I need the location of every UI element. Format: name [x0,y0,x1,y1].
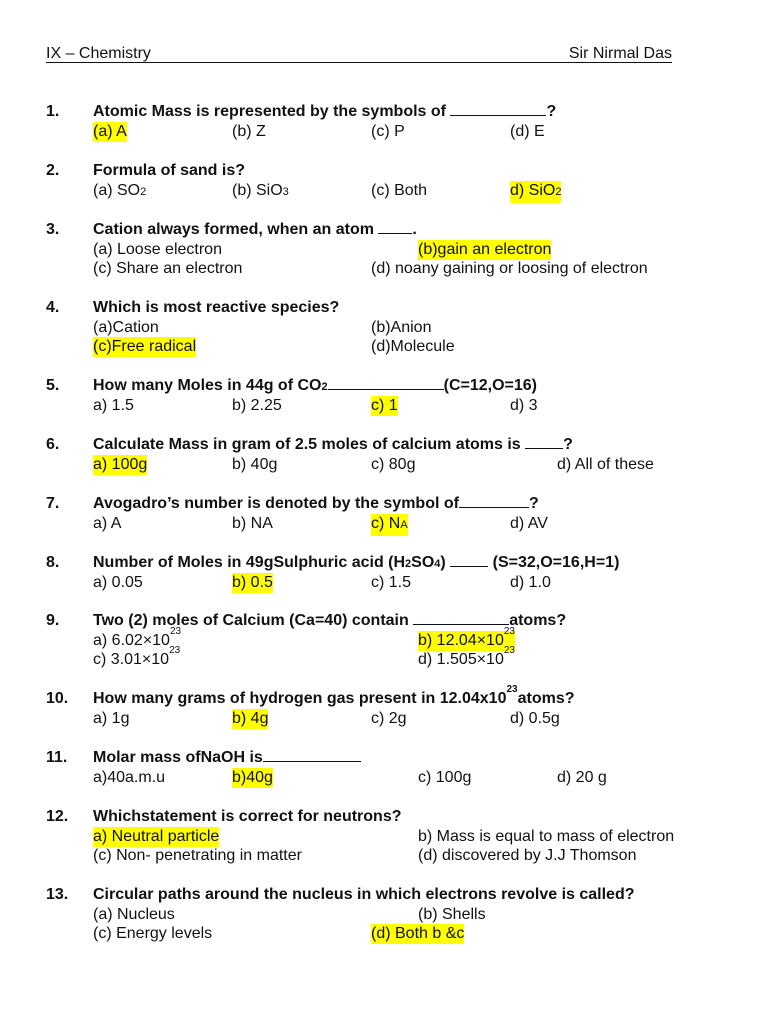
teacher-name: Sir Nirmal Das [568,45,672,62]
option-c: c) 2g [371,710,407,727]
option-b: b) NA [232,515,273,532]
option-d: (d) discovered by J.J Thomson [418,847,637,864]
option-d: d) 20 g [557,769,607,786]
question-text: Cation always formed, when an atom . [93,221,417,238]
option-c: c) 80g [371,456,416,473]
option-d: d) All of these [557,456,654,473]
option-a: a) $6.02\times 10^{23}$ [93,626,182,649]
question-number: 6. [46,436,60,453]
option-c: (c) Share an electron [93,260,243,277]
option-a: (a) Loose electron [93,241,222,258]
question-text: How many Moles in 44g of CO2 (C=12,O=16) [93,377,537,394]
option-d: d) 1.0 [510,574,551,591]
option-c: (c) Non- penetrating in matter [93,847,302,864]
option-d: (d)Molecule [371,338,455,355]
option-d: d) 0.5g [510,710,560,727]
class-subject-label: IX – Chemistry [46,45,151,62]
option-d: d) AV [510,515,548,532]
question-text: Number of Moles in 49gSulphuric acid (H2SO4) (S=32,O=16,H=1) [93,554,620,571]
question-text: How many grams of hydrogen gas present in $12.04x10^{23}atoms$? [93,684,575,707]
option-c: c) NA [371,514,408,536]
option-a: (a)Cation [93,319,159,336]
question-text: Atomic Mass is represented by the symbols of ? [93,103,557,120]
question-number: 4. [46,299,60,316]
option-b: b) 2.25 [232,397,282,414]
option-d: d) SiO2 [510,181,561,203]
question-number: 10. [46,690,69,707]
option-c: c) 1.5 [371,574,412,591]
question-text: Circular paths around the nucleus in which electrons revolve is called? [93,886,635,903]
option-a: (a) A [93,123,127,140]
option-a: a) 100g [93,456,148,473]
question-text: Formula of sand is? [93,162,246,179]
option-a: (a) Nucleus [93,906,175,923]
option-d: d) $1.505\times 10^{23}$ [418,645,515,668]
question-number: 9. [46,612,60,629]
option-c: (c) Both [371,182,428,199]
option-a: a)40a.m.u [93,769,166,786]
question-number: 7. [46,495,60,512]
option-b: (b) Z [232,123,266,140]
option-b: (b)gain an electron [418,241,552,258]
option-b: (b) SiO3 [232,182,289,199]
option-d: (d) E [510,123,545,140]
question-number: 13. [46,886,69,903]
option-b: b) $12.04\times 10^{23}$ [418,626,515,649]
option-b: b)40g [232,769,273,786]
option-b: b) Mass is equal to mass of electron [418,828,675,845]
option-a: (a) SO2 [93,182,147,199]
option-b: b) 0.5 [232,574,273,591]
option-b: (b)Anion [371,319,432,336]
option-d: (d) Both b &c [371,925,465,942]
question-text: Calculate Mass in gram of 2.5 moles of calcium atoms is ? [93,436,573,453]
option-d: d) 3 [510,397,538,414]
option-d: (d) noany gaining or loosing of electron [371,260,648,277]
option-c: c) 1 [371,397,398,414]
option-a: a) 1.5 [93,397,134,414]
question-text: Two (2) moles of Calcium (Ca=40) contain atoms? [93,612,567,629]
option-c: (c) Energy levels [93,925,213,942]
option-b: b) 4g [232,710,269,727]
question-number: 1. [46,103,60,120]
worksheet-header [46,44,672,63]
question-number: 11. [46,749,68,766]
option-c: (c)Free radical [93,338,197,355]
option-c: c) $3.01\times 10^{23}$ [93,645,181,668]
option-a: a) Neutral particle [93,828,220,845]
question-text: Molar mass ofNaOH is [93,748,361,768]
option-c: (c) P [371,123,405,140]
option-a: a) 1g [93,710,130,727]
question-number: 2. [46,162,60,179]
option-a: a) A [93,515,122,532]
question-number: 5. [46,377,60,394]
question-text: Avogadro’s number is denoted by the symbol of ? [93,495,539,512]
option-b: b) 40g [232,456,278,473]
question-number: 8. [46,554,60,571]
question-number: 12. [46,808,69,825]
option-c: c) 100g [418,769,472,786]
question-text: Which is most reactive species? [93,299,340,316]
option-b: (b) Shells [418,906,486,923]
question-text: Whichstatement is correct for neutrons? [93,808,402,825]
option-a: a) 0.05 [93,574,143,591]
question-number: 3. [46,221,60,238]
